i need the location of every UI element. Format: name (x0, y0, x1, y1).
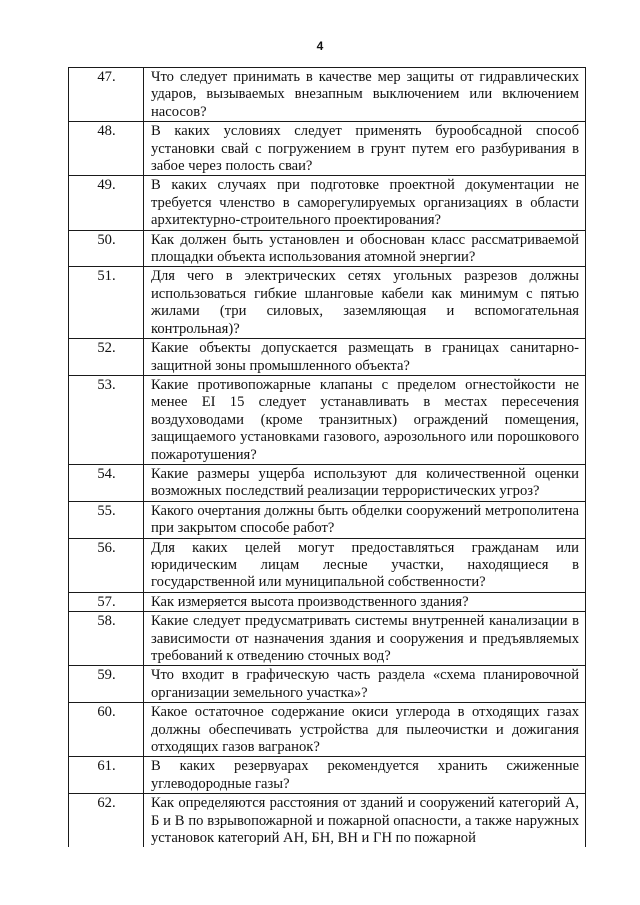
question-row (69, 592, 586, 611)
question-text: Какие следует предусматривать системы внутренней канализации в зависимости от назначения здания и сооружения и предъявляемых требований к отведению сточных вод? (144, 612, 586, 666)
question-row (69, 375, 586, 464)
question-text: В каких случаях при подготовке проектной документации не требуется членство в саморегулируемых организациях в области архитектурно-строительного проектирования? (144, 176, 586, 230)
question-row (69, 68, 586, 122)
page-number: 4 (316, 39, 324, 53)
question-text: Какие объекты допускается размещать в границах санитарно-защитной зоны промышленного объекта? (144, 339, 586, 376)
question-text: Как должен быть установлен и обоснован класс рассматриваемой площадки объекта использования атомной энергии? (144, 230, 586, 267)
question-row (69, 464, 586, 501)
question-number: 56. (69, 538, 144, 592)
question-row (69, 794, 586, 848)
question-row (69, 339, 586, 376)
question-text: Для каких целей могут предоставляться гражданам или юридическим лицам лесные участки, находящиеся в государственной или муниципальной собственности? (144, 538, 586, 592)
question-row (69, 501, 586, 538)
question-number: 61. (69, 757, 144, 794)
question-row (69, 538, 586, 592)
question-row (69, 122, 586, 176)
question-text: Как измеряется высота производственного здания? (144, 592, 586, 611)
questions-table-body (69, 68, 586, 848)
question-number: 53. (69, 375, 144, 464)
question-text: Какое остаточное содержание окиси углерода в отходящих газах должны обеспечивать устройства для пылеочистки и дожигания отходящих газов вагранок? (144, 703, 586, 757)
question-number: 62. (69, 794, 144, 848)
question-row (69, 176, 586, 230)
question-text: Какого очертания должны быть обделки сооружений метрополитена при закрытом способе работ? (144, 501, 586, 538)
question-number: 50. (69, 230, 144, 267)
question-number: 59. (69, 666, 144, 703)
question-text: Что следует принимать в качестве мер защиты от гидравлических ударов, вызываемых внезапным выключением или включением насосов? (144, 68, 586, 122)
question-number: 52. (69, 339, 144, 376)
question-row (69, 666, 586, 703)
question-text: Что входит в графическую часть раздела «схема планировочной организации земельного участка»? (144, 666, 586, 703)
question-number: 51. (69, 267, 144, 339)
question-text: Как определяются расстояния от зданий и сооружений категорий А, Б и В по взрывопожарной и пожарной опасности, а также наружных установок категорий АН, БН, ВН и ГН по пожарной (144, 794, 586, 848)
question-number: 55. (69, 501, 144, 538)
question-row (69, 267, 586, 339)
question-text: Какие противопожарные клапаны с пределом огнестойкости не менее EI 15 следует устанавливать в местах пересечения воздуховодами (кроме транзитных) ограждений помещения, защищаемого установками газового, аэрозольного или порошкового пожаротушения? (144, 375, 586, 464)
question-text: Какие размеры ущерба используют для количественной оценки возможных последствий реализации террористических угроз? (144, 464, 586, 501)
question-row (69, 757, 586, 794)
question-text: В каких резервуарах рекомендуется хранить сжиженные углеводородные газы? (144, 757, 586, 794)
questions-table (68, 67, 586, 847)
question-number: 57. (69, 592, 144, 611)
question-number: 48. (69, 122, 144, 176)
question-number: 54. (69, 464, 144, 501)
question-number: 60. (69, 703, 144, 757)
question-number: 49. (69, 176, 144, 230)
question-number: 58. (69, 612, 144, 666)
question-number: 47. (69, 68, 144, 122)
question-row (69, 703, 586, 757)
question-text: В каких условиях следует применять буроoбсадной способ установки свай с погружением в грунт путем его разбуривания в забое через полость сваи? (144, 122, 586, 176)
question-row (69, 230, 586, 267)
question-text: Для чего в электрических сетях угольных разрезов должны использоваться гибкие шланговые кабели как минимум с пятью жилами (три силовых, заземляющая и вспомогательная контрольная)? (144, 267, 586, 339)
question-row (69, 612, 586, 666)
